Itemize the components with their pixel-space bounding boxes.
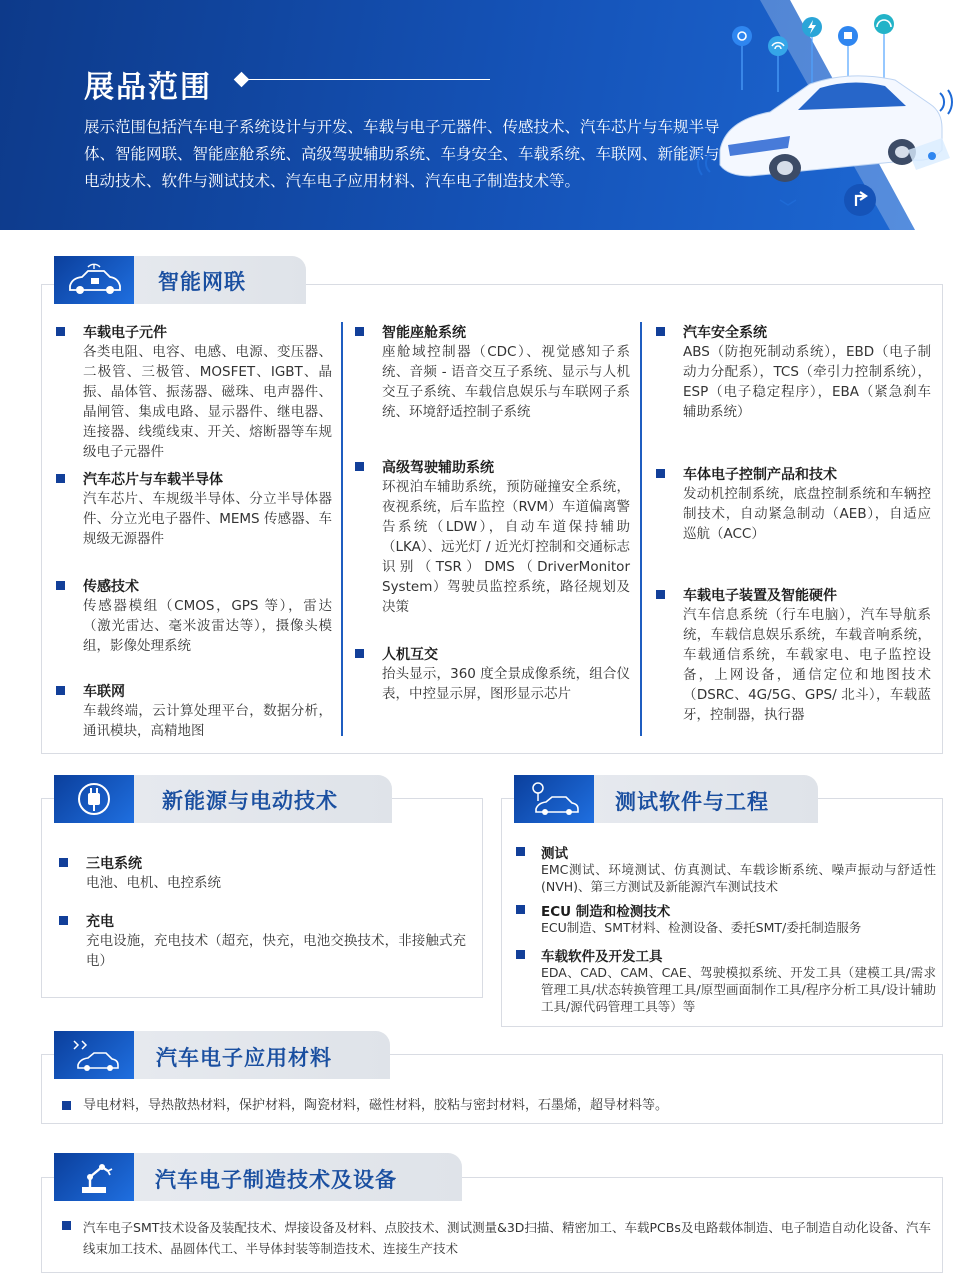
bullet	[59, 858, 68, 867]
item-title: 车体电子控制产品和技术	[683, 467, 837, 483]
smart-car-illustration	[680, 0, 960, 230]
item-title: 车载电子装置及智能硬件	[683, 588, 837, 604]
item-title: 测试	[541, 846, 568, 862]
chevron-down-icon	[780, 200, 796, 205]
bullet	[59, 916, 68, 925]
bullet	[516, 847, 525, 856]
column-divider	[640, 322, 642, 736]
wifi-icon	[768, 36, 788, 92]
bullet	[656, 590, 665, 599]
materials-title: 汽车电子应用材料	[156, 1046, 332, 1070]
signal-waves-right	[940, 90, 952, 114]
page-title: 展品范围	[84, 70, 212, 105]
item-title: 车载电子元件	[83, 325, 167, 341]
turn-arrow-icon	[844, 184, 876, 216]
item-text: 座舱域控制器（CDC）、视觉感知子系统、音频 - 语音交互子系统、显示与人机交互子系统、车载信息娱乐与车联网子系统、环境舒适控制子系统	[382, 344, 630, 420]
bullet	[56, 686, 65, 695]
item-title: 智能座舱系统	[382, 325, 466, 341]
item-title: ECU 制造和检测技术	[541, 904, 671, 920]
banner-description: 展示范围包括汽车电子系统设计与开发、车载与电子元器件、传感技术、汽车芯片与车规半导体、智能网联、智能座舱系统、高级驾驶辅助系统、车身安全、车载系统、车联网、新能源与电动技术、软件与测试技术、汽车电子应用材料、汽车电子制造技术等。	[84, 118, 720, 190]
item-text: 各类电阻、电容、电感、电源、变压器、二极管、三极管、MOSFET、IGBT、晶振、晶体管、振荡器、磁珠、电声器件、晶闸管、集成电路、显示器件、继电器、连接器、线缆线束、开关、熔断器等车规级电子元器件	[83, 344, 332, 460]
testing-icon-box	[514, 775, 594, 823]
item-text: 车载终端，云计算处理平台，数据分析，通讯模块，高精地图	[83, 703, 332, 739]
item-text: 抬头显示，360 度全景成像系统，组合仪表，中控显示屏，图形显示芯片	[382, 666, 630, 702]
item-text: EDA、CAD、CAM、CAE、驾驶模拟系统、开发工具（建模工具/需求管理工具/状态转换管理工具/原型画面制作工具/程序分析工具/设计辅助工具/源代码管理工具等）等	[541, 965, 936, 1014]
robot-arm-icon	[54, 1153, 134, 1201]
item-title: 车载软件及开发工具	[541, 949, 663, 965]
manufacturing-title: 汽车电子制造技术及设备	[155, 1168, 397, 1192]
gear-icon	[732, 26, 752, 90]
item-title: 车联网	[83, 684, 125, 700]
bullet	[62, 1101, 71, 1110]
manufacturing-icon-box	[54, 1153, 134, 1201]
item-text: 发动机控制系统，底盘控制系统和车辆控制技术，自动紧急制动（AEB），自适应巡航（ACC）	[683, 486, 931, 542]
item-text: 电池、电机、电控系统	[86, 875, 221, 891]
speed-gauge-icon	[874, 14, 894, 80]
bullet	[355, 327, 364, 336]
car-body	[720, 76, 942, 182]
item-text: 汽车信息系统（行车电脑），汽车导航系统，车载信息娱乐系统，车载音响系统，车载通信系统，车载家电、电子监控设备，上网设备，通信定位和地图技术（DSRC、4G/5G、GPS/ 北斗），车载蓝牙，控制器，执行器	[683, 607, 931, 723]
signal-waves-left	[698, 151, 710, 175]
item-text: 充电设施，充电技术（超充，快充，电池交换技术，非接触式充电）	[86, 933, 466, 969]
energy-icon-box	[54, 775, 134, 823]
item-text: 汽车电子SMT技术设备及装配技术、焊接设备及材料、点胶技术、测试测量&3D扫描、精密加工、车载PCBs及电路载体制造、电子制造自动化设备、汽车线束加工技术、晶圆体代工、半导体封装等制造技术、连接生产技术	[83, 1220, 931, 1256]
item-text: 导电材料，导热散热材料，保护材料，陶瓷材料，磁性材料，胶粘与密封材料，石墨烯，超导材料等。	[83, 1098, 669, 1113]
bullet	[56, 581, 65, 590]
bullet	[656, 327, 665, 336]
item-title: 汽车芯片与车载半导体	[83, 472, 223, 488]
bullet	[56, 327, 65, 336]
connected-car-icon	[54, 256, 134, 304]
title-line	[238, 79, 490, 80]
item-title: 三电系统	[86, 856, 142, 872]
item-title: 汽车安全系统	[683, 325, 767, 341]
bullet	[656, 469, 665, 478]
testing-title: 测试软件与工程	[615, 790, 769, 814]
bullet	[516, 950, 525, 959]
bullet	[355, 649, 364, 658]
item-title: 传感技术	[83, 579, 139, 595]
item-title: 人机互交	[382, 647, 438, 663]
item-text: ECU制造、SMT材料、检测设备、委托SMT/委托制造服务	[541, 920, 862, 935]
bullet	[56, 474, 65, 483]
materials-icon-box	[54, 1031, 134, 1079]
car-material-icon	[54, 1031, 134, 1079]
item-text: 环视泊车辅助系统，预防碰撞安全系统，夜视系统，后车监控（RVM）车道偏离警告系统（LDW），自动车道保持辅助（LKA）、远光灯 / 近光灯控制和交通标志识别（TSR）DMS（DriverMonitor System）驾驶员监控系统，路径规划及决策	[382, 479, 630, 615]
column-divider	[341, 322, 343, 736]
item-text: 汽车芯片、车规级半导体、分立半导体器件、分立光电子器件、MEMS 传感器、车规级无源器件	[83, 491, 332, 547]
bullet	[62, 1221, 71, 1230]
item-text: ABS（防抱死制动系统），EBD（电子制动力分配系），TCS（牵引力控制系统），ESP（电子稳定程序），EBA（紧急刹车辅助系统）	[683, 344, 931, 420]
bullet	[355, 462, 364, 471]
banner	[0, 0, 960, 230]
energy-title: 新能源与电动技术	[162, 789, 338, 813]
battery-bolt-icon	[802, 17, 822, 86]
ev-plug-icon	[54, 775, 134, 823]
item-text: EMC测试、环境测试、仿真测试、车载诊断系统、噪声振动与舒适性(NVH)、第三方测试及新能源汽车测试技术	[541, 862, 936, 894]
item-text: 传感器模组（CMOS，GPS 等），雷达（激光雷达、毫米波雷达等），摄像头模组，影像处理系统	[83, 598, 332, 654]
car-test-icon	[514, 775, 594, 823]
item-title: 高级驾驶辅助系统	[382, 460, 494, 476]
item-title: 充电	[86, 914, 114, 930]
connected-title: 智能网联	[158, 270, 246, 294]
bullet	[516, 905, 525, 914]
